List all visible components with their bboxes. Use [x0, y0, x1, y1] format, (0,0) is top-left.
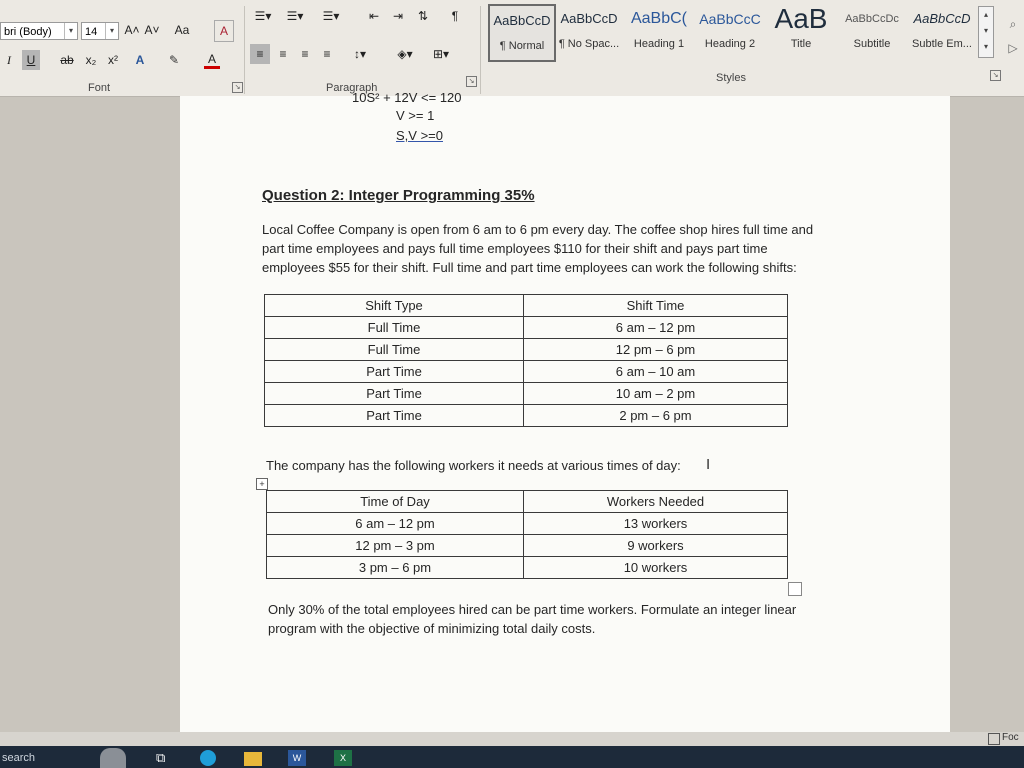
styles-dialog-launcher-icon[interactable]: ↘: [990, 70, 1001, 81]
table-cell: Part Time: [265, 405, 524, 427]
styles-scrollbar[interactable]: ▴ ▾ ▾: [978, 6, 994, 58]
edge-icon[interactable]: [200, 750, 216, 766]
font-group-label: Font: [88, 82, 111, 94]
style-heading-1[interactable]: [626, 4, 692, 58]
style-subtitle[interactable]: [838, 4, 906, 58]
search-box[interactable]: search: [2, 752, 36, 764]
workers-intro: The company has the following workers it needs at various times of day:: [266, 458, 681, 473]
multilevel-list-icon[interactable]: ☰▾: [322, 9, 340, 23]
style-name: Subtle Em...: [912, 38, 972, 50]
closing-line: program with the objective of minimizing total daily costs.: [268, 621, 596, 636]
intro-line: part time employees and pays full time employees $110 for their shift and pays part time: [262, 241, 768, 256]
constraint-line: V >= 1: [396, 108, 435, 123]
strikethrough-button[interactable]: ab: [60, 53, 74, 67]
status-bar: [0, 732, 1024, 746]
table-header-row: [265, 295, 788, 317]
bullets-icon[interactable]: ☰▾: [254, 9, 272, 23]
task-view-icon[interactable]: ⧉: [156, 750, 166, 765]
underline-button[interactable]: U: [22, 50, 40, 70]
table-move-handle-icon[interactable]: +: [256, 478, 268, 490]
table-cell: 13 workers: [524, 513, 788, 535]
constraint-line: S,V >=0: [396, 128, 443, 143]
workers-table[interactable]: [266, 490, 788, 579]
table-cell: 10 am – 2 pm: [524, 383, 788, 405]
focus-mode-label[interactable]: Foc: [1002, 732, 1019, 743]
paragraph-group-label: Paragraph: [326, 82, 378, 94]
font-size-value: 14: [85, 26, 98, 38]
style-heading-2[interactable]: [696, 4, 764, 58]
constraint-line: 10S² + 12V <= 120: [352, 90, 462, 105]
font-dialog-launcher-icon[interactable]: ↘: [232, 82, 243, 93]
table-header-cell: Shift Type: [265, 295, 524, 317]
style-preview: AaBbCcD: [493, 13, 551, 28]
font-name-value: bri (Body): [4, 26, 52, 38]
style-title[interactable]: [768, 4, 834, 58]
table-row: [265, 361, 788, 383]
select-icon[interactable]: ▷: [1008, 41, 1018, 55]
style-name: Subtitle: [853, 38, 891, 50]
intro-line: employees $55 for their shift. Full time and part time employees can work the following shifts:: [262, 260, 797, 275]
style-subtle-emphasis[interactable]: [908, 4, 976, 58]
change-case-button[interactable]: Aa: [174, 23, 190, 37]
table-header-cell: Shift Time: [524, 295, 788, 317]
table-cell: 9 workers: [524, 535, 788, 557]
increase-indent-icon[interactable]: ⇥: [392, 9, 404, 23]
numbering-icon[interactable]: ☰▾: [286, 9, 304, 23]
table-header-cell: Time of Day: [267, 491, 524, 513]
style-preview: AaBbCcD: [913, 11, 971, 26]
style-preview: AaBbCcD: [560, 11, 618, 26]
style-preview: AaBbC(: [630, 10, 688, 27]
table-row: [267, 535, 788, 557]
text-cursor-icon: I: [706, 456, 711, 473]
chevron-down-icon[interactable]: ▾: [64, 23, 77, 39]
divider: [244, 6, 245, 94]
table-header-cell: Workers Needed: [524, 491, 788, 513]
style-name: Heading 2: [704, 38, 756, 50]
question-heading: Question 2: Integer Programming 35%: [262, 187, 535, 204]
shading-icon[interactable]: ◈▾: [397, 47, 413, 61]
table-cell: Part Time: [265, 361, 524, 383]
table-row: [265, 405, 788, 427]
closing-line: Only 30% of the total employees hired can be part time workers. Formulate an integer linear: [268, 602, 797, 617]
style-no-spacing[interactable]: [556, 4, 622, 58]
table-cell: 2 pm – 6 pm: [524, 405, 788, 427]
align-center-icon[interactable]: ≡: [279, 47, 287, 61]
grow-font-button[interactable]: A˄: [124, 23, 140, 37]
justify-icon[interactable]: ≡: [323, 47, 331, 61]
folder-icon[interactable]: [244, 752, 262, 766]
font-color-button[interactable]: A: [204, 50, 220, 69]
style-preview: AaB: [774, 3, 828, 34]
ribbon: [0, 0, 1024, 97]
table-row: [267, 557, 788, 579]
clear-formatting-button[interactable]: A: [214, 20, 234, 42]
intro-line: Local Coffee Company is open from 6 am to 6 pm every day. The coffee shop hires full time and: [262, 222, 814, 237]
paragraph-dialog-launcher-icon[interactable]: ↘: [466, 76, 477, 87]
text-effects-button[interactable]: A: [135, 53, 145, 67]
align-left-icon[interactable]: ≡: [250, 44, 270, 64]
show-marks-icon[interactable]: ¶: [451, 9, 459, 23]
font-name-combo[interactable]: [0, 22, 78, 40]
styles-group-label: Styles: [716, 72, 746, 84]
subscript-button[interactable]: x₂: [85, 53, 97, 67]
table-cell: 6 am – 10 am: [524, 361, 788, 383]
style-name: Heading 1: [633, 38, 685, 50]
borders-icon[interactable]: ⊞▾: [432, 47, 450, 61]
table-cell: Full Time: [265, 317, 524, 339]
style-preview: AaBbCcC: [699, 11, 761, 27]
chevron-down-icon[interactable]: ▾: [105, 23, 118, 39]
highlight-icon[interactable]: ✎: [168, 53, 180, 67]
table-cell: 12 pm – 6 pm: [524, 339, 788, 361]
superscript-button[interactable]: x²: [108, 53, 118, 67]
decrease-indent-icon[interactable]: ⇤: [368, 9, 380, 23]
focus-icon[interactable]: [988, 733, 1000, 745]
align-right-icon[interactable]: ≡: [301, 47, 309, 61]
sort-icon[interactable]: ⇅: [417, 9, 429, 23]
table-cell: Part Time: [265, 383, 524, 405]
table-cell: Full Time: [265, 339, 524, 361]
style-preview: AaBbCcDc: [845, 13, 899, 25]
table-row: [265, 383, 788, 405]
font-size-combo[interactable]: [81, 22, 119, 40]
divider: [480, 6, 481, 94]
style-normal[interactable]: [488, 4, 556, 62]
style-name: ¶ No Spac...: [558, 38, 620, 50]
avatar[interactable]: [100, 748, 126, 768]
table-cell: 10 workers: [524, 557, 788, 579]
style-name: ¶ Normal: [499, 40, 545, 52]
taskbar: [0, 746, 1024, 768]
shift-table[interactable]: [264, 294, 788, 427]
table-cell: 6 am – 12 pm: [524, 317, 788, 339]
excel-icon[interactable]: X: [334, 750, 352, 766]
style-name: Title: [790, 38, 812, 50]
table-header-row: [267, 491, 788, 513]
shrink-font-button[interactable]: A˅: [144, 23, 160, 37]
find-icon[interactable]: ⌕: [1009, 17, 1017, 31]
document-page[interactable]: [180, 90, 950, 736]
table-cell: 6 am – 12 pm: [267, 513, 524, 535]
line-spacing-icon[interactable]: ↕▾: [353, 47, 367, 61]
table-cell: 3 pm – 6 pm: [267, 557, 524, 579]
table-cell: 12 pm – 3 pm: [267, 535, 524, 557]
italic-button[interactable]: I: [7, 53, 11, 67]
table-row: [265, 339, 788, 361]
table-row: [265, 317, 788, 339]
word-icon[interactable]: W: [288, 750, 306, 766]
table-row: [267, 513, 788, 535]
table-resize-handle-icon[interactable]: [788, 582, 802, 596]
